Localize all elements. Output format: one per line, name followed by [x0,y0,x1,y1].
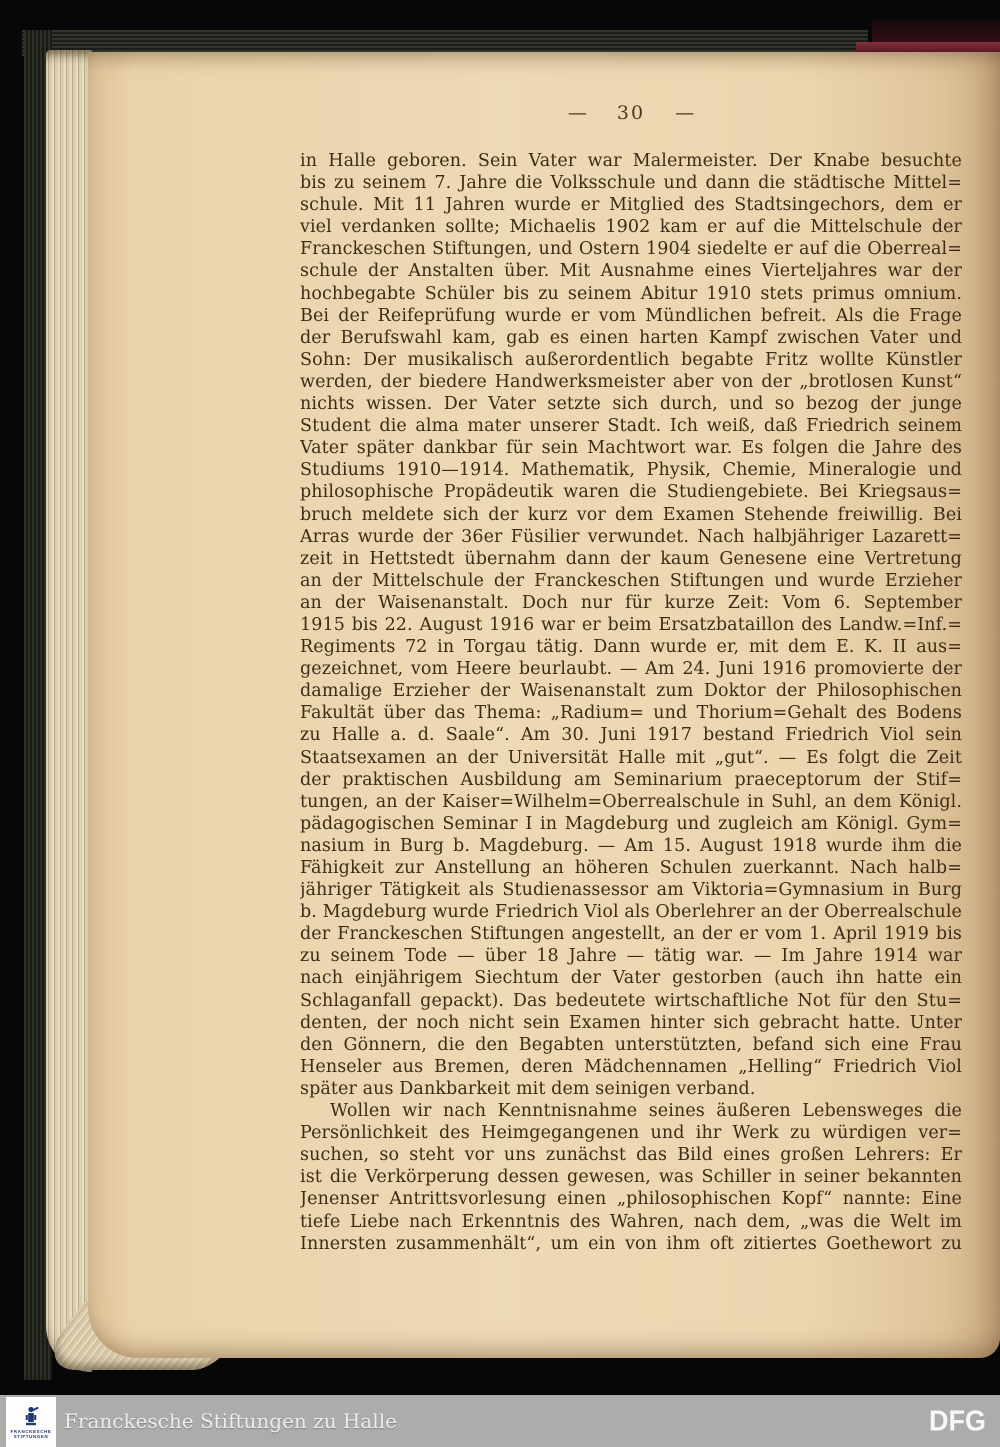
logo-text-line1: FRANCKESCHE [10,1428,52,1434]
text-line: hochbegabte Schüler bis zu seinem Abitur 1910 stets primus omnium. [300,283,962,304]
text-line: Sohn: Der musikalisch außerordentlich begabte Fritz wollte Künstler [300,349,962,370]
text-line: Fähigkeit zur Anstellung an höheren Schulen zuerkannt. Nach halb= [300,858,962,878]
page-number: 30 [616,102,646,124]
text-line: Schlaganfall gepackt). Das bedeutete wirtschaftliche Not für den Stu= [300,990,962,1011]
text-line: gezeichnet, vom Heere beurlaubt. — Am 24. Juni 1916 promovierte der [300,659,962,680]
text-line: ist die Verkörperung dessen gewesen, was Schiller in seiner bekannten [300,1167,962,1188]
text-line: b. Magdeburg wurde Friedrich Viol als Oberlehrer an der Oberrealschule [300,902,962,923]
text-line: Student die alma mater unserer Stadt. Ich weiß, daß Friedrich seinem [300,416,962,437]
text-line: werden, der biedere Handwerksmeister aber von der „brotlosen Kunst“ [300,371,962,392]
page-number-header [300,102,962,124]
scanned-page [88,52,1000,1358]
text-line: zeit in Hettstedt übernahm dann der kaum Genesene eine Vertretung [300,548,962,569]
franckesche-stiftungen-logo [6,1397,56,1447]
text-line: viel verdanken sollte; Michaelis 1902 kam er auf die Mittelschule der [300,217,962,238]
text-line: Arras wurde der 36er Füsilier verwundet. Nach halbjähriger Lazarett= [300,526,962,547]
text-line: Persönlichkeit des Heimgegangenen und ihr Werk zu würdigen ver= [300,1123,962,1144]
text-line: Jenenser Antrittsvorlesung einen „philosophischen Kopf“ nannte: Eine [300,1189,962,1210]
text-line: Franckeschen Stiftungen, und Ostern 1904 siedelte er auf die Oberreal= [300,239,962,260]
text-line: pädagogischen Seminar I in Magdeburg und zugleich am Königl. Gym= [300,813,962,834]
logo-text-line2: STIFTUNGEN [13,1434,49,1439]
text-line: Bei der Reifeprüfung wurde er vom Mündlichen befreit. Als die Frage [300,305,962,326]
text-line: der Franckeschen Stiftungen angestellt, an der er vom 1. April 1919 bis [300,924,962,945]
text-line: schule der Anstalten über. Mit Ausnahme eines Vierteljahres war der [300,261,962,282]
text-line: nichts wissen. Der Vater setzte sich durch, und so bezog der junge [300,394,962,415]
text-line: schule. Mit 11 Jahren wurde er Mitglied des Stadtsingechors, dem er [300,195,962,216]
institution-title: Franckesche Stiftungen zu Halle [64,1409,397,1433]
text-line: suchen, so steht vor uns zunächst das Bild eines großen Lehrers: Er [300,1145,962,1166]
text-line: tiefe Liebe nach Erkenntnis des Wahren, nach dem, „was die Welt im [300,1211,962,1232]
text-line: damalige Erzieher der Waisenanstalt zum Doktor der Philosophischen [300,681,962,702]
text-line: Wollen wir nach Kenntnisnahme seines äußeren Lebensweges die [330,1101,962,1122]
text-line: tungen, an der Kaiser=Wilhelm=Oberrealschule in Suhl, an dem Königl. [300,791,962,812]
text-line: nach einjährigem Siechtum der Vater gestorben (auch ihn hatte ein [300,968,962,989]
header-dash-right: — [675,102,695,124]
text-line: denten, der noch nicht sein Examen hinter sich gebracht hatte. Unter [300,1012,962,1033]
text-line: den Gönnern, die den Begabten unterstützten, befand sich eine Frau [300,1034,962,1055]
text-line: an der Waisenanstalt. Doch nur für kurze Zeit: Vom 6. September [300,592,962,613]
text-line: Staatsexamen an der Universität Halle mit „gut“. — Es folgt die Zeit [300,747,962,768]
header-dash-left: — [567,102,587,124]
text-line: später aus Dankbarkeit mit dem seinigen verband. [300,1078,756,1099]
text-line: an der Mittelschule der Franckeschen Stiftungen und wurde Erzieher [300,570,962,591]
text-line: philosophische Propädeutik waren die Studiengebiete. Bei Kriegsaus= [300,482,962,503]
text-line: der Berufswahl kam, gab es einen harten Kampf zwischen Vater und [300,327,962,348]
text-line: jähriger Tätigkeit als Studienassessor am Viktoria=Gymnasium in Burg [300,880,962,901]
text-line: bruch meldete sich der kurz vor dem Examen Stehende freiwillig. Bei [300,504,962,525]
text-line: 1915 bis 22. August 1916 war er beim Ersatzbataillon des Landw.=Inf.= [300,614,962,635]
text-line: in Halle geboren. Sein Vater war Malermeister. Der Knabe besuchte [300,151,962,171]
text-line: Fakultät über das Thema: „Radium= und Thorium=Gehalt des Bodens [300,703,962,724]
text-line: der praktischen Ausbildung am Seminarium praeceptorum der Stif= [300,769,962,790]
text-line: Studiums 1910—1914. Mathematik, Physik, Chemie, Mineralogie und [300,460,962,481]
dfg-logo: DFG [929,1404,986,1437]
text-line: nasium in Burg b. Magdeburg. — Am 15. August 1918 wurde ihm die [300,835,962,856]
text-line: zu Halle a. d. Saale“. Am 30. Juni 1917 bestand Friedrich Viol sein [300,725,962,746]
francke-statue-icon [19,1405,43,1429]
text-line: Henseler aus Bremen, deren Mädchennamen „Helling“ Friedrich Viol [300,1056,962,1077]
book-spine-shadow [872,20,1000,44]
text-line: Regiments 72 in Torgau tätig. Dann wurde er, mit dem E. K. II aus= [300,637,962,658]
page-text [300,150,962,1255]
text-line: Innersten zusammenhält“, um ein von ihm oft zitiertes Goethewort zu [300,1233,962,1254]
page-stack-left-edge [46,50,92,1372]
text-line: Vater später dankbar für sein Machtwort war. Es folgen die Jahre des [300,438,962,459]
text-line: bis zu seinem 7. Jahre die Volksschule und dann die städtische Mittel= [300,173,962,194]
text-line: zu seinem Tode — über 18 Jahre — tätig war. — Im Jahre 1914 war [300,946,962,967]
